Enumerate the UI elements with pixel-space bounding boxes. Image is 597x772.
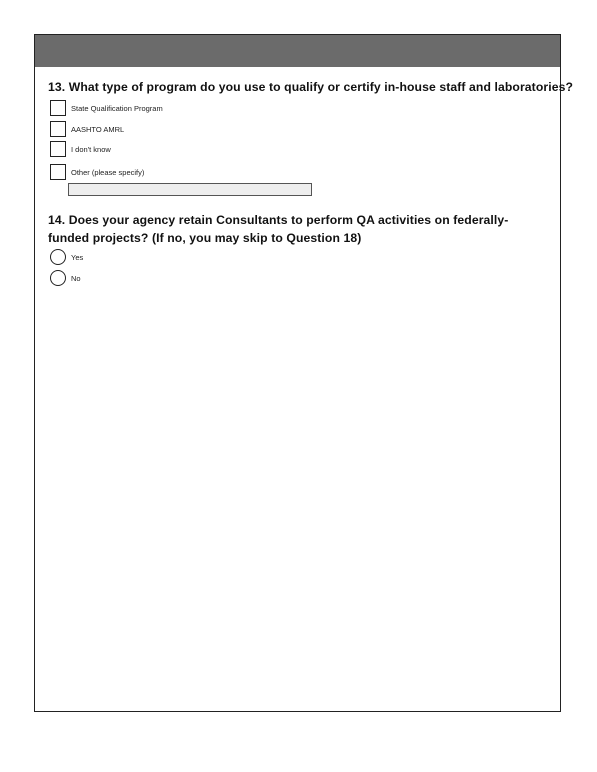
option-i-dont-know[interactable] bbox=[50, 141, 111, 157]
option-label: Other (please specify) bbox=[71, 167, 145, 177]
option-label: I don't know bbox=[71, 144, 111, 154]
header-bar bbox=[35, 35, 560, 67]
other-specify-input[interactable] bbox=[68, 183, 312, 196]
option-state-qualification-program[interactable] bbox=[50, 100, 163, 116]
option-label: Yes bbox=[71, 252, 84, 262]
question-13-title: 13. What type of program do you use to qualify or certify in-house staff and laboratories? bbox=[48, 80, 574, 94]
checkbox[interactable] bbox=[50, 121, 66, 137]
checkbox[interactable] bbox=[50, 164, 66, 180]
option-label: AASHTO AMRL bbox=[71, 124, 125, 134]
radio-button[interactable] bbox=[50, 270, 66, 286]
option-other[interactable] bbox=[50, 164, 144, 180]
option-aashto-amrl[interactable] bbox=[50, 121, 124, 137]
checkbox[interactable] bbox=[50, 141, 66, 157]
radio-button[interactable] bbox=[50, 249, 66, 265]
question-14-title: 14. Does your agency retain Consultants to perform QA activities on federally-funded projects? (If no, you may skip to Question 18) bbox=[48, 213, 509, 245]
option-yes[interactable] bbox=[50, 249, 83, 265]
option-label: State Qualification Program bbox=[71, 103, 163, 113]
option-label: No bbox=[71, 273, 81, 283]
option-no[interactable] bbox=[50, 270, 81, 286]
checkbox[interactable] bbox=[50, 100, 66, 116]
survey-page bbox=[34, 34, 574, 712]
